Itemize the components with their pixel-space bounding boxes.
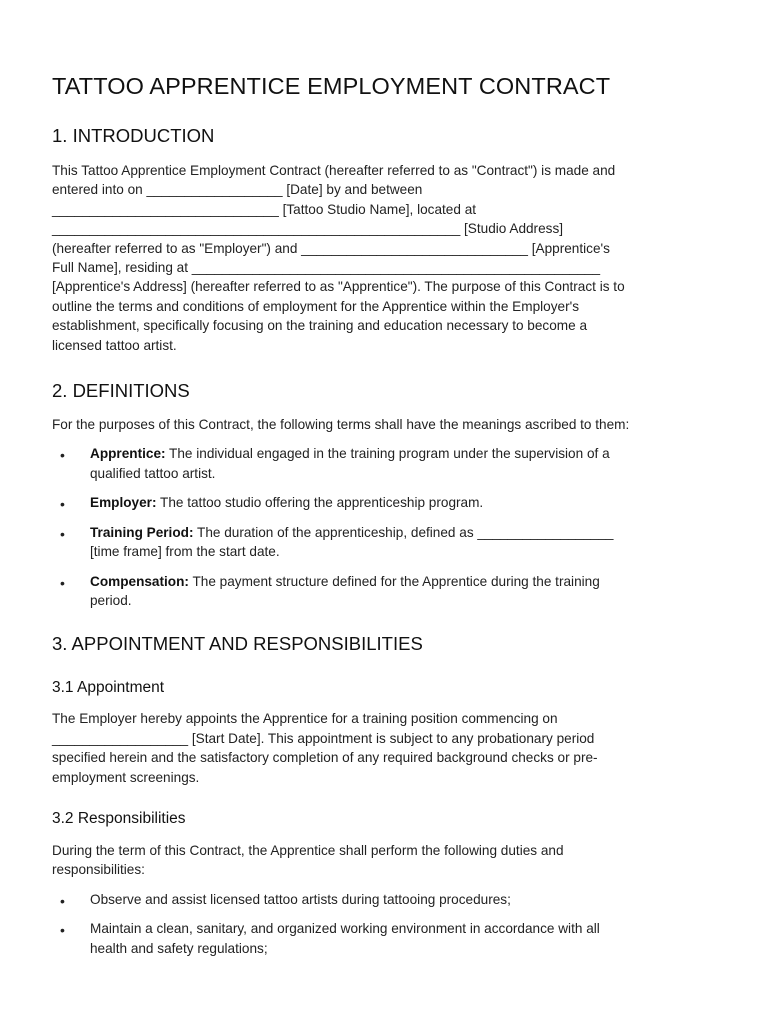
bullet-icon: • [60, 892, 65, 909]
definitions-intro: For the purposes of this Contract, the following terms shall have the meanings ascribed to them: [52, 417, 630, 433]
list-item [52, 444, 712, 483]
bullet-icon: • [60, 525, 65, 542]
definition-term: Employer: [90, 495, 157, 511]
document-title: TATTOO APPRENTICE EMPLOYMENT CONTRACT [52, 73, 611, 99]
subsection-heading-responsibilities: 3.2 Responsibilities [52, 809, 186, 827]
intro-line: establishment, specifically focusing on the training and education necessary to become a [52, 318, 588, 334]
appointment-line: __________________ [Start Date]. This appointment is subject to any probationary period [52, 730, 595, 746]
responsibility-text: Observe and assist licensed tattoo artists during tattooing procedures; [90, 891, 511, 907]
intro-line: licensed tattoo artist. [52, 337, 177, 353]
responsibility-text-cont: health and safety regulations; [90, 940, 268, 956]
bullet-icon: • [60, 447, 65, 464]
definition-text-cont: period. [90, 592, 132, 608]
definition-term: Compensation: [90, 573, 189, 589]
intro-line: entered into on __________________ [Date] by and between [52, 182, 423, 198]
definition-term: Training Period: [90, 524, 194, 540]
appointment-line: specified herein and the satisfactory completion of any required background checks or pre- [52, 750, 598, 766]
section-heading-definitions: 2. DEFINITIONS [52, 380, 190, 402]
definition-text-cont: qualified tattoo artist. [90, 465, 216, 481]
appointment-paragraph [52, 709, 712, 787]
responsibilities-line: During the term of this Contract, the Apprentice shall perform the following duties and [52, 842, 564, 858]
list-item [52, 523, 712, 562]
responsibility-text: Maintain a clean, sanitary, and organized working environment in accordance with all [90, 921, 600, 937]
definition-text: The payment structure defined for the Apprentice during the training [188, 573, 600, 589]
definition-text: The individual engaged in the training program under the supervision of a [165, 446, 610, 462]
intro-line: [Apprentice's Address] (hereafter referred to as "Apprentice"). The purpose of this Contract is to [52, 279, 625, 295]
list-item [52, 493, 712, 512]
intro-line: Full Name], residing at ______________________________________________________ [52, 260, 601, 276]
bullet-icon: • [60, 922, 65, 939]
intro-line: ______________________________ [Tattoo Studio Name], located at [52, 201, 477, 217]
responsibilities-line: responsibilities: [52, 862, 145, 878]
definitions-list [52, 444, 712, 610]
section-heading-introduction: 1. INTRODUCTION [52, 125, 215, 146]
intro-line: outline the terms and conditions of employment for the Apprentice within the Employer's [52, 298, 579, 314]
introduction-paragraph [52, 161, 712, 355]
definition-text: The duration of the apprenticeship, defined as __________________ [193, 524, 614, 540]
definition-text-cont: [time frame] from the start date. [90, 544, 280, 560]
list-item [52, 919, 712, 958]
section-heading-appointment: 3. APPOINTMENT AND RESPONSIBILITIES [52, 633, 423, 655]
responsibilities-list [52, 890, 712, 958]
definition-text: The tattoo studio offering the apprenticeship program. [156, 495, 484, 511]
subsection-heading-appointment: 3.1 Appointment [52, 679, 165, 697]
responsibilities-paragraph [52, 841, 712, 880]
bullet-icon: • [60, 574, 65, 591]
appointment-line: employment screenings. [52, 769, 200, 785]
definition-term: Apprentice: [90, 446, 166, 462]
list-item [52, 572, 712, 611]
intro-line: (hereafter referred to as "Employer") and ______________________________ [Apprentice's [52, 240, 610, 256]
intro-line: This Tattoo Apprentice Employment Contract (hereafter referred to as "Contract") is made and [52, 163, 616, 178]
bullet-icon: • [60, 496, 65, 513]
list-item [52, 890, 712, 909]
appointment-line: The Employer hereby appoints the Apprentice for a training position commencing on [52, 711, 558, 727]
intro-line: ______________________________________________________ [Studio Address] [52, 221, 564, 237]
contract-document [52, 72, 712, 958]
